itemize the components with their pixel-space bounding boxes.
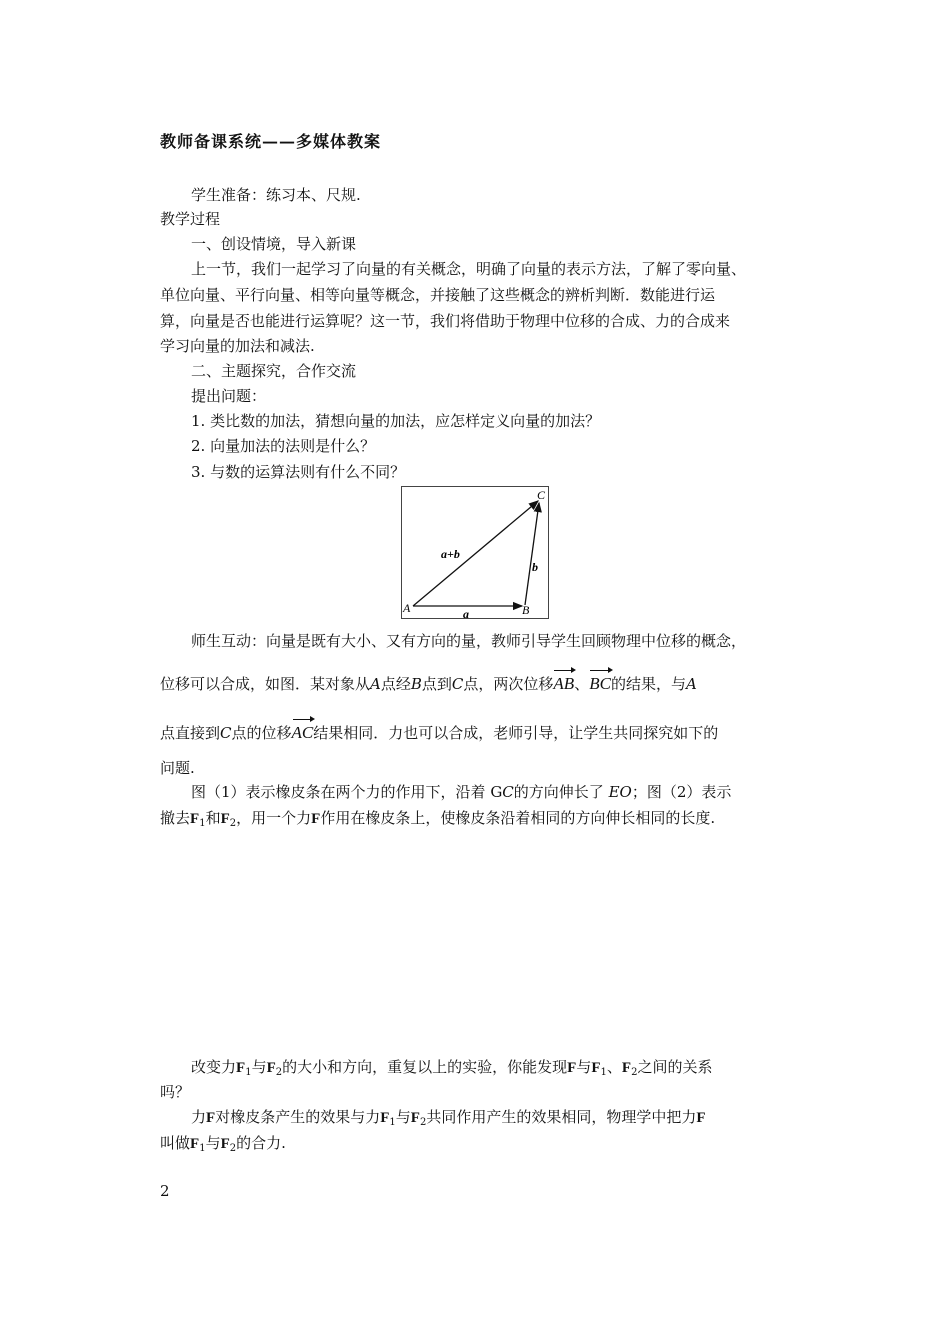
rubber-line-1: 图（1）表示橡皮条在两个力的作用下，沿着 GC的方向伸长了 EO；图（2）表示 [191, 783, 732, 801]
interaction-line-1: 师生互动：向量是既有大小、又有方向的量，教师引导学生回顾物理中位移的概念， [191, 632, 747, 650]
question-1: 1. 类比数的加法，猜想向量的加法，应怎样定义向量的加法？ [191, 412, 601, 430]
page-number: 2 [160, 1182, 170, 1200]
section-1-heading: 一、创设情境，导入新课 [191, 235, 357, 253]
vector-sum-label: a+b [441, 547, 460, 561]
change-line-1: 改变力$F_1$与$F_2$的大小和方向，重复以上的实验，你能发现F与$F_1$、$F_2$之间的关系 [191, 1058, 713, 1078]
document-header: 教师备课系统——多媒体教案 [160, 132, 382, 151]
vector-triangle-figure [401, 486, 549, 619]
point-C-label: C [537, 488, 546, 502]
point-A-label: A [403, 601, 411, 615]
interaction-line-4: 问题. [160, 759, 195, 777]
intro-paragraph-line-3: 算，向量是否也能进行运算呢？这一节，我们将借助于物理中位移的合成、力的合成来 [160, 312, 731, 330]
change-line-2: 吗？ [160, 1083, 191, 1101]
vector-arrow-head [608, 667, 613, 673]
prep-line: 学生准备：练习本、尺规. [191, 186, 361, 204]
point-B-label: B [522, 603, 530, 617]
interaction-line-3: 点直接到C点的位移AC 结果相同．力也可以合成，老师引导，让学生共同探究如下的 [160, 723, 718, 743]
question-3: 3. 与数的运算法则有什么不同？ [191, 463, 406, 481]
vector-arrow-head [571, 667, 576, 673]
force-line-1: 力F对橡皮条产生的效果与力$F_1$与$F_2$共同作用产生的效果相同，物理学中把力F [191, 1108, 706, 1128]
process-heading: 教学过程 [160, 210, 221, 228]
section-2-heading: 二、主题探究，合作交流 [191, 362, 357, 380]
vector-AB: AB [553, 674, 574, 694]
vector-AC: AC [292, 723, 314, 743]
vector-b-label: b [532, 560, 538, 574]
question-2: 2. 向量加法的法则是什么？ [191, 437, 376, 455]
force-line-2: 叫做$F_1$与$F_2$的合力. [160, 1134, 286, 1154]
vector-a-label: a [463, 607, 469, 619]
intro-paragraph-line-1: 上一节，我们一起学习了向量的有关概念，明确了向量的表示方法，了解了零向量、 [191, 260, 747, 278]
interaction-line-2: 位移可以合成，如图．某对象从A点经B点到C点，两次位移AB 、BC 的结果，与A [160, 674, 697, 694]
vector-arrow-head [310, 716, 315, 722]
rubber-line-2: 撤去$F_1$和$F_2$，用一个力F作用在橡皮条上，使橡皮条沿着相同的方向伸长相同的长度. [160, 809, 716, 829]
intro-paragraph-line-4: 学习向量的加法和减法. [160, 337, 315, 355]
ask-label: 提出问题： [191, 387, 267, 405]
intro-paragraph-line-2: 单位向量、平行向量、相等向量等概念，并接触了这些概念的辨析判断．数能进行运 [160, 286, 716, 304]
vector-BC: BC [589, 674, 611, 694]
